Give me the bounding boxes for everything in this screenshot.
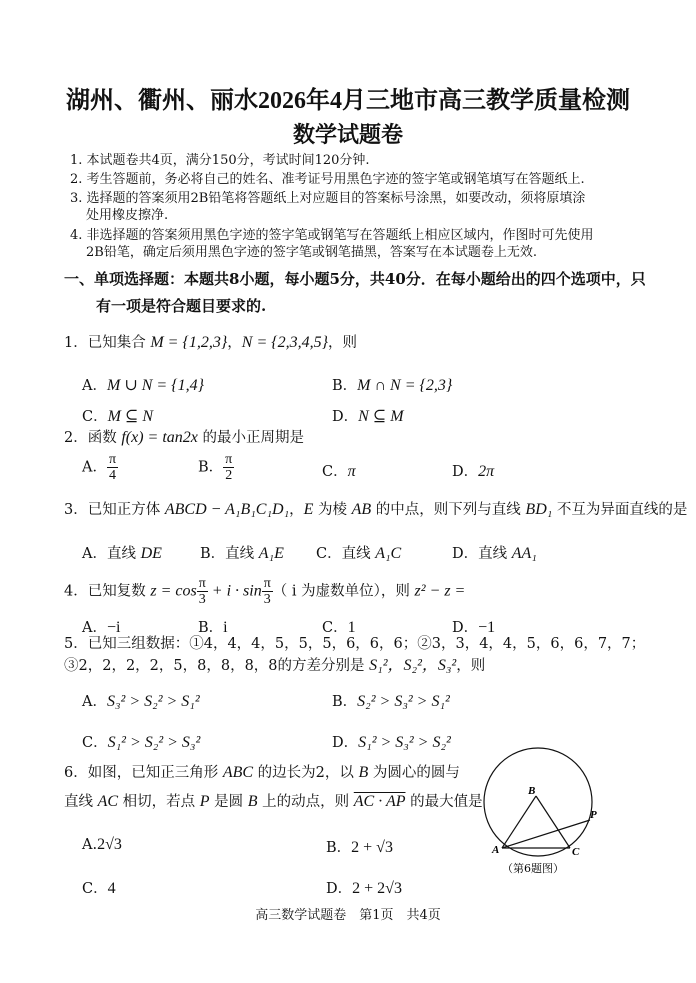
question-5-option-b: B．S₂² > S₃² > S₁² [332, 693, 450, 710]
page-subtitle: 数学试题卷 [292, 122, 403, 147]
question-3-stem: 3．已知正方体 ABCD − A₁B₁C₁D₁，E 为棱 AB 的中点，则下列与直线 BD₁ 不互为异面直线的是 [64, 501, 688, 518]
question-1-option-a: A．M ∪ N = {1,4} [82, 377, 204, 394]
note-3: 3. 选择题的答案须用2B铅笔将答题纸上对应题目的答案标号涂黑，如要改动，须将原填涂 [70, 191, 586, 206]
question-5-option-d: D．S₁² > S₃² > S₂² [332, 734, 451, 751]
question-5-option-a: A．S₃² > S₂² > S₁² [82, 693, 200, 710]
question-1-option-c: C．M ⊆ N [82, 408, 154, 425]
question-4-stem: 4．已知复数 z = cos $\frac{\pi}{3}$ + i · sin $\frac{\pi}{3}$ （ i 为虚数单位），则 z² − z = [64, 576, 466, 607]
note-4: 4. 非选择题的答案须用黑色字迹的签字笔或钢笔写在答题纸上相应区域内，作图时可先使用 [70, 228, 594, 243]
figure-label-a: A [492, 844, 500, 856]
question-6-figure [470, 740, 620, 880]
question-1-option-b: B．M ∩ N = {2,3} [332, 377, 453, 394]
question-5-option-c: C．S₁² > S₂² > S₃² [82, 734, 201, 751]
question-2-option-c: C．π [322, 463, 356, 480]
question-2-option-b: B． $\frac{\pi}{2}$ [198, 452, 233, 483]
note-3-cont: 处用橡皮擦净. [86, 208, 169, 223]
question-3-option-a: A．直线 DE [82, 545, 162, 562]
question-4-option-b: B．i [198, 619, 228, 636]
question-6-stem: 6．如图，已知正三角形 ABC 的边长为2，以 B 为圆心的圆与 [64, 764, 460, 781]
question-3-option-c: C．直线 A₁C [316, 545, 402, 562]
question-2-option-d: D．2π [452, 463, 495, 480]
section-heading-cont: 有一项是符合题目要求的. [96, 297, 267, 315]
question-4-option-d: D．−1 [452, 619, 496, 636]
question-6-option-b: B．2 + √3 [326, 839, 393, 856]
segment-ap [502, 820, 590, 848]
question-2-stem: 2．函数 f(x) = tan2x 的最小正周期是 [64, 429, 304, 446]
question-4-option-a: A．−i [82, 619, 121, 636]
note-2: 2. 考生答题前，务必将自己的姓名、准考证号用黑色字迹的签字笔或钢笔填写在答题纸上. [70, 172, 585, 187]
segment-ab [502, 796, 536, 848]
question-5-stem-cont: ③2，2，2，2，5，8，8，8，8的方差分别是 S₁²，S₂²，S₃²，则 [64, 657, 486, 674]
question-6-option-a: A.2√3 [82, 836, 122, 853]
figure-caption: （第6题图） [502, 862, 564, 875]
circle-b [484, 748, 592, 856]
page-title: 湖州、衢州、丽水2026年4月三地市高三教学质量检测 [66, 88, 630, 114]
note-1: 1. 本试题卷共4页，满分150分，考试时间120分钟. [70, 153, 370, 168]
question-3-option-d: D．直线 AA₁ [452, 545, 537, 562]
question-6-option-d: D．2 + 2√3 [326, 880, 402, 897]
question-2-option-a: A． $\frac{\pi}{4}$ [82, 452, 117, 483]
note-4-cont: 2B铅笔，确定后须用黑色字迹的签字笔或钢笔描黑，答案写在本试题卷上无效. [86, 245, 537, 260]
question-4-option-c: C．1 [322, 619, 356, 636]
question-1-option-d: D．N ⊆ M [332, 408, 404, 425]
section-heading: 一、单项选择题：本题共8小题，每小题5分，共40分．在每小题给出的四个选项中，只 [64, 270, 646, 288]
segment-bc [536, 796, 570, 848]
question-3-option-b: B．直线 A₁E [200, 545, 284, 562]
figure-label-b: B [528, 785, 536, 797]
figure-label-p: P [590, 809, 597, 821]
question-1-stem: 1．已知集合 M = {1,2,3}，N = {2,3,4,5}，则 [64, 334, 358, 351]
question-6-option-c: C．4 [82, 880, 116, 897]
page-footer: 高三数学试题卷 第1页 共4页 [255, 908, 441, 923]
figure-label-c: C [572, 846, 580, 858]
question-5-stem: 5．已知三组数据：①4，4，4，5，5，5，6，6，6；②3，3，4，4，5，6，6，7，7； [64, 636, 646, 652]
question-6-stem-cont: 直线 AC 相切，若点 P 是圆 B 上的动点，则 AC · AP 的最大值是 [64, 793, 483, 810]
